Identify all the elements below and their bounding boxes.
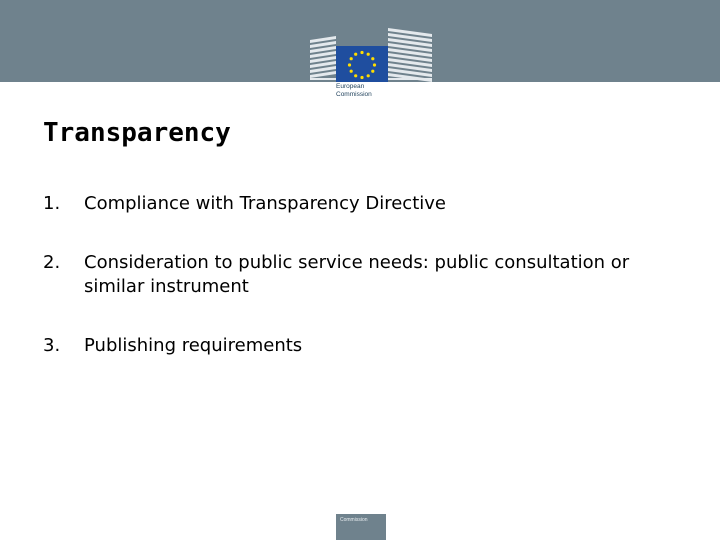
european-commission-logo xyxy=(306,14,434,110)
item-text: Publishing requirements xyxy=(84,335,303,356)
item-number: 3. xyxy=(43,335,61,356)
numbered-list xyxy=(43,190,693,358)
footer-logo-text: Commission xyxy=(340,517,368,523)
item-number: 2. xyxy=(43,252,61,273)
list-item xyxy=(43,334,693,358)
item-text: Consideration to public service needs: public consultation or similar instrument xyxy=(84,252,630,297)
list-item xyxy=(43,251,693,299)
berlaymont-building-icon xyxy=(306,14,434,84)
logo-text-line1: European xyxy=(336,83,365,90)
logo-text-line2: Commission xyxy=(336,90,372,98)
footer-logo xyxy=(336,514,386,540)
item-text: Compliance with Transparency Directive xyxy=(84,193,446,214)
list-item xyxy=(43,192,693,216)
eu-flag-icon xyxy=(336,46,388,82)
logo-wordmark xyxy=(336,83,372,98)
slide-title: Transparency xyxy=(43,118,231,148)
item-number: 1. xyxy=(43,193,61,214)
